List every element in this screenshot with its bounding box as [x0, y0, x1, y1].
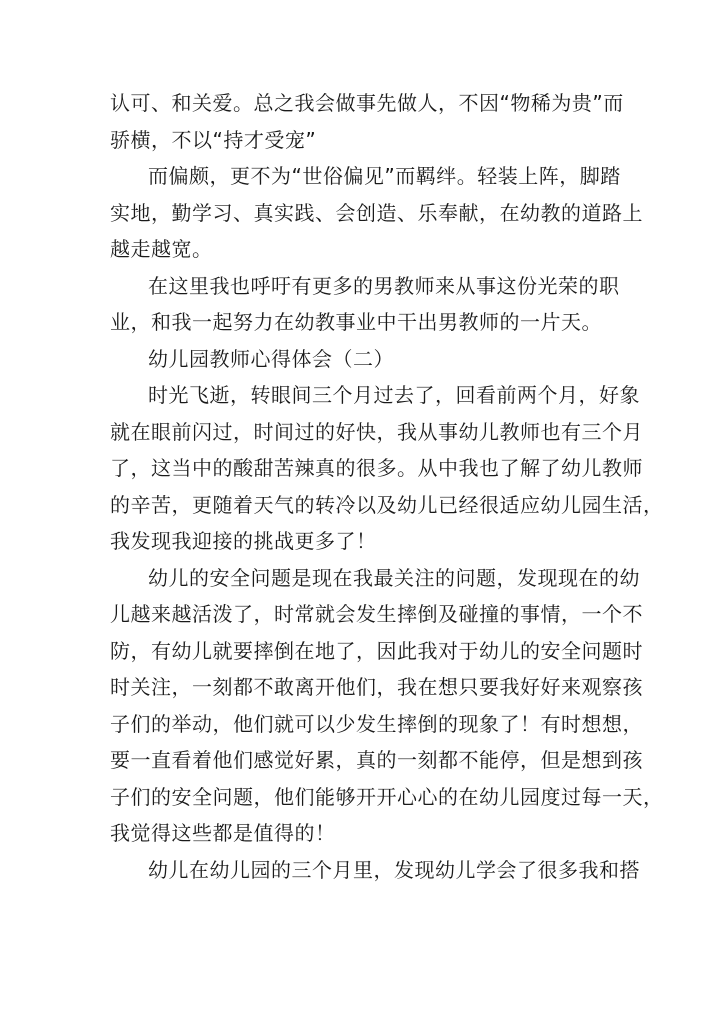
text-line: 在这里我也呼吁有更多的男教师来从事这份光荣的职	[148, 273, 620, 298]
text-line: 了，这当中的酸甜苦辣真的很多。从中我也了解了幼儿教师	[110, 456, 643, 480]
text-line: 儿越来越活泼了，时常就会发生摔倒及碰撞的事情，一个不	[110, 602, 643, 626]
text-line: 就在眼前闪过，时间过的好快，我从事幼儿教师也有三个月	[110, 419, 643, 444]
text-line: 子们的安全问题，他们能够开开心心的在幼儿园度过每一天，	[110, 784, 664, 809]
text-line: 子们的举动，他们就可以少发生摔倒的现象了！有时想想，	[110, 711, 643, 736]
document-body	[110, 85, 664, 888]
text-line: 我发现我迎接的挑战更多了！	[110, 529, 377, 553]
text-line: 业，和我一起努力在幼教事业中干出男教师的一片天。	[110, 310, 602, 334]
text-line: 我觉得这些都是值得的！	[110, 821, 336, 845]
text-line: 幼儿的安全问题是现在我最关注的问题，发现现在的幼	[148, 565, 640, 590]
text-line: 要一直看着他们感觉好累，真的一刻都不能停，但是想到孩	[110, 748, 643, 772]
text-line: 时关注，一刻都不敢离开他们，我在想只要我好好来观察孩	[110, 675, 643, 699]
text-line: 的辛苦，更随着天气的转冷以及幼儿已经很适应幼儿园生活，	[110, 492, 664, 517]
text-line: 时光飞逝，转眼间三个月过去了，回看前两个月，好象	[148, 383, 640, 407]
text-line: 幼儿在幼儿园的三个月里，发现幼儿学会了很多我和搭	[148, 857, 640, 882]
text-line: 认可、和关爱。总之我会做事先做人，不因“物稀为贵”而	[110, 91, 624, 115]
text-line: 骄横，不以“持才受宠”	[110, 127, 317, 152]
section-heading: 幼儿园教师心得体会（二）	[148, 346, 394, 371]
text-line: 越走越宽。	[110, 237, 213, 261]
text-line: 防，有幼儿就要摔倒在地了，因此我对于幼儿的安全问题时	[110, 638, 643, 663]
text-line: 而偏颇，更不为“世俗偏见”而羁绊。轻装上阵，脚踏	[148, 164, 621, 188]
text-line: 实地，勤学习、真实践、会创造、乐奉献，在幼教的道路上	[110, 200, 643, 225]
